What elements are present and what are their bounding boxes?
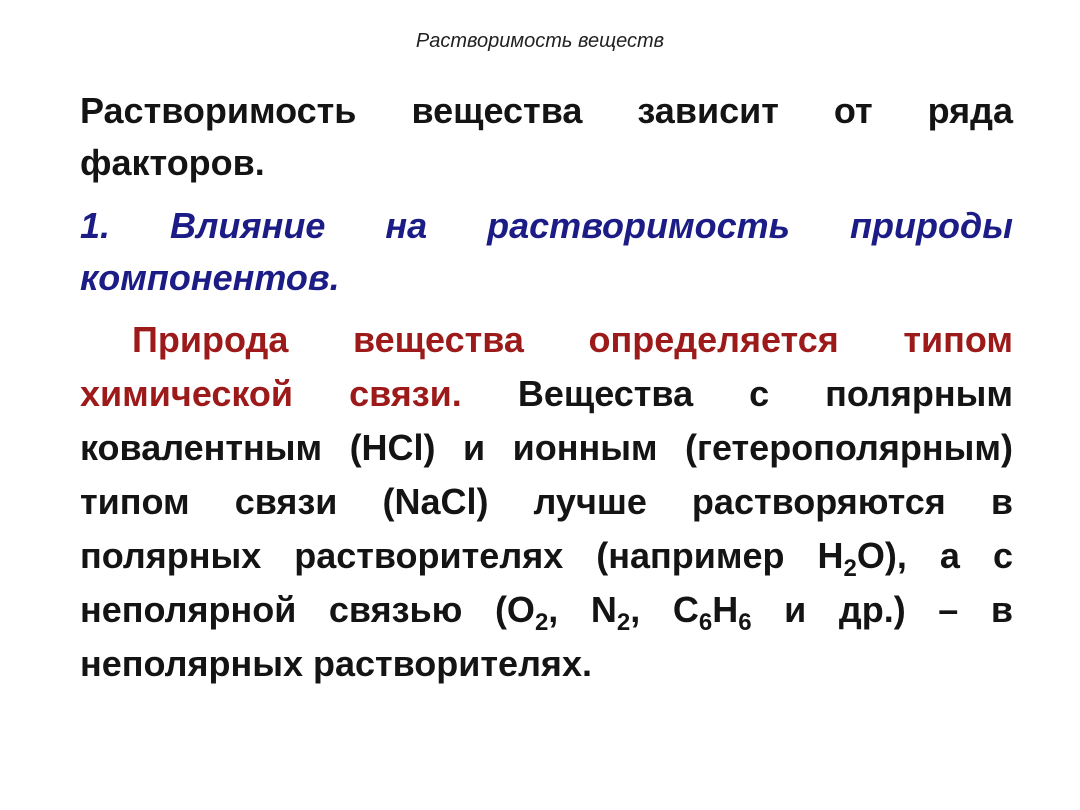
- intro-paragraph: Растворимость вещества зависит от ряда факторов.: [80, 90, 1013, 183]
- nature-paragraph: [80, 313, 1013, 691]
- subscript-o2: 2: [534, 609, 549, 636]
- subscript-h2o: 2: [843, 555, 857, 582]
- subscript-h6: 6: [738, 609, 752, 636]
- nature-text-a: Вещества с полярным ковалентным (HCl) и ионным (гетерополярным) типом связи (NaCl) лучше растворяются в полярных растворителях (например H: [80, 373, 1013, 576]
- nature-text-c: , N: [548, 589, 617, 630]
- point-1-heading: 1. Влияние на растворимость природы компонентов.: [80, 205, 1013, 298]
- subscript-c6: 6: [698, 609, 713, 636]
- nature-text-b: O), а с неполярной связью (O: [80, 535, 1013, 630]
- nature-text-f: и др.) – в неполярных растворителях.: [80, 589, 1013, 684]
- nature-text-d: , C: [630, 589, 699, 630]
- slide-header-title: Растворимость веществ: [415, 30, 665, 52]
- subscript-n2: 2: [616, 609, 631, 636]
- nature-highlight: Природа вещества определяется типом химической связи.: [80, 319, 1013, 414]
- nature-text-e: H: [712, 589, 739, 630]
- slide-body: [80, 85, 1013, 691]
